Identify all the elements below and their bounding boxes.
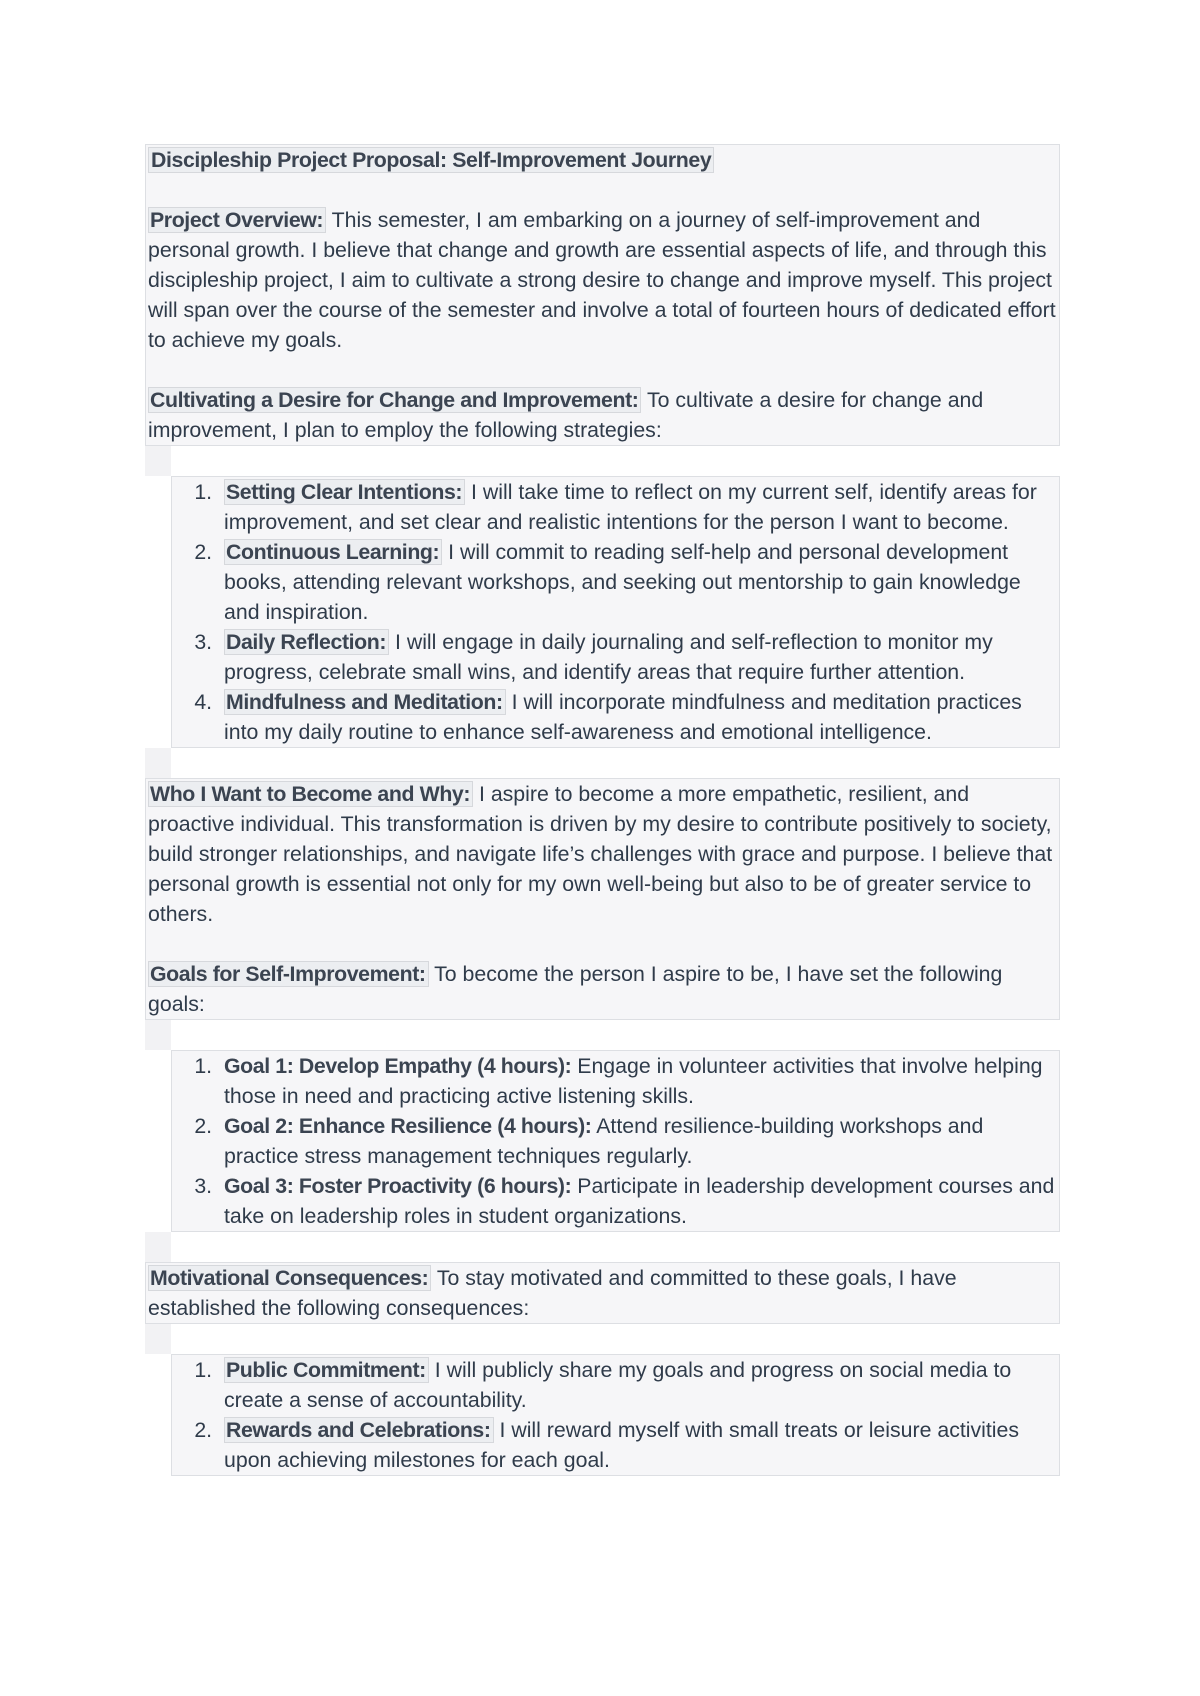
document-title: Discipleship Project Proposal: Self-Improvement Journey (148, 147, 714, 173)
list-item (218, 1171, 1057, 1231)
who-heading: Who I Want to Become and Why: (148, 781, 473, 807)
spacer (145, 748, 171, 778)
strategies-list (171, 476, 1060, 748)
goals-text: To become the person I aspire to be, I have set the following goals: (148, 962, 1003, 1016)
list-item-label: Goal 1: Develop Empathy (4 hours): (224, 1054, 572, 1078)
who-text: I aspire to become a more empathetic, resilient, and proactive individual. This transformation is driven by my desire to contribute positively to society, build stronger relationships, and navigate life’s challenges with grace and purpose. I believe that personal growth is essential not only for my own well-being but also to be of greater service to others. (148, 782, 1053, 926)
goals-list (171, 1050, 1060, 1232)
list-item-label: Public Commitment: (224, 1357, 429, 1383)
list-item (218, 537, 1057, 627)
list-item-text: I will publicly share my goals and progress on social media to create a sense of accountability. (224, 1358, 1012, 1412)
list-item-text: Attend resilience-building workshops and practice stress management techniques regularly. (224, 1114, 984, 1168)
list-item-text: I will reward myself with small treats or leisure activities upon achieving milestones for each goal. (224, 1418, 1020, 1472)
overview-text: This semester, I am embarking on a journey of self-improvement and personal growth. I believe that change and growth are essential aspects of life, and through this discipleship project, I aim to cultivate a strong desire to change and improve myself. This project will span over the course of the semester and involve a total of fourteen hours of dedicated effort to achieve my goals. (148, 208, 1056, 352)
consequences-heading: Motivational Consequences: (148, 1265, 431, 1291)
document-page (145, 144, 1060, 1476)
who-goals-block (145, 778, 1060, 1020)
consequences-text: To stay motivated and committed to these goals, I have established the following consequences: (148, 1266, 957, 1320)
cultivating-heading: Cultivating a Desire for Change and Improvement: (148, 387, 641, 413)
list-item-text: I will commit to reading self-help and personal development books, attending relevant workshops, and seeking out mentorship to gain knowledge and inspiration. (224, 540, 1021, 624)
list-item-label: Goal 2: Enhance Resilience (4 hours): (224, 1114, 592, 1138)
list-item-label: Daily Reflection: (224, 629, 389, 655)
spacer (145, 1232, 171, 1262)
list-item (218, 477, 1057, 537)
consequences-list (171, 1354, 1060, 1476)
list-item (218, 1355, 1057, 1415)
list-item (218, 1415, 1057, 1475)
overview-heading: Project Overview: (148, 207, 326, 233)
list-item-text: Engage in volunteer activities that involve helping those in need and practicing active listening skills. (224, 1054, 1043, 1108)
list-item-label: Continuous Learning: (224, 539, 442, 565)
spacer (145, 1324, 171, 1354)
goals-heading: Goals for Self-Improvement: (148, 961, 429, 987)
spacer (145, 1020, 171, 1050)
consequences-block (145, 1262, 1060, 1324)
who-paragraph (148, 779, 1057, 929)
list-item-label: Setting Clear Intentions: (224, 479, 465, 505)
list-item-label: Rewards and Celebrations: (224, 1417, 494, 1443)
list-item-label: Goal 3: Foster Proactivity (6 hours): (224, 1174, 572, 1198)
spacer (145, 446, 171, 476)
list-item (218, 1111, 1057, 1171)
list-item-label: Mindfulness and Meditation: (224, 689, 506, 715)
list-item-text: I will engage in daily journaling and self-reflection to monitor my progress, celebrate small wins, and identify areas that require further attention. (224, 630, 993, 684)
list-item-text: I will incorporate mindfulness and meditation practices into my daily routine to enhance self-awareness and emotional intelligence. (224, 690, 1022, 744)
cultivating-text: To cultivate a desire for change and improvement, I plan to employ the following strategies: (148, 388, 984, 442)
cultivating-paragraph (148, 385, 1057, 445)
list-item-text: I will take time to reflect on my current self, identify areas for improvement, and set clear and realistic intentions for the person I want to become. (224, 480, 1037, 534)
overview-paragraph (148, 205, 1057, 355)
list-item (218, 1051, 1057, 1111)
list-item-text: Participate in leadership development courses and take on leadership roles in student organizations. (224, 1174, 1055, 1228)
list-item (218, 627, 1057, 687)
consequences-paragraph (148, 1263, 1057, 1323)
goals-paragraph (148, 959, 1057, 1019)
intro-block (145, 144, 1060, 446)
list-item (218, 687, 1057, 747)
